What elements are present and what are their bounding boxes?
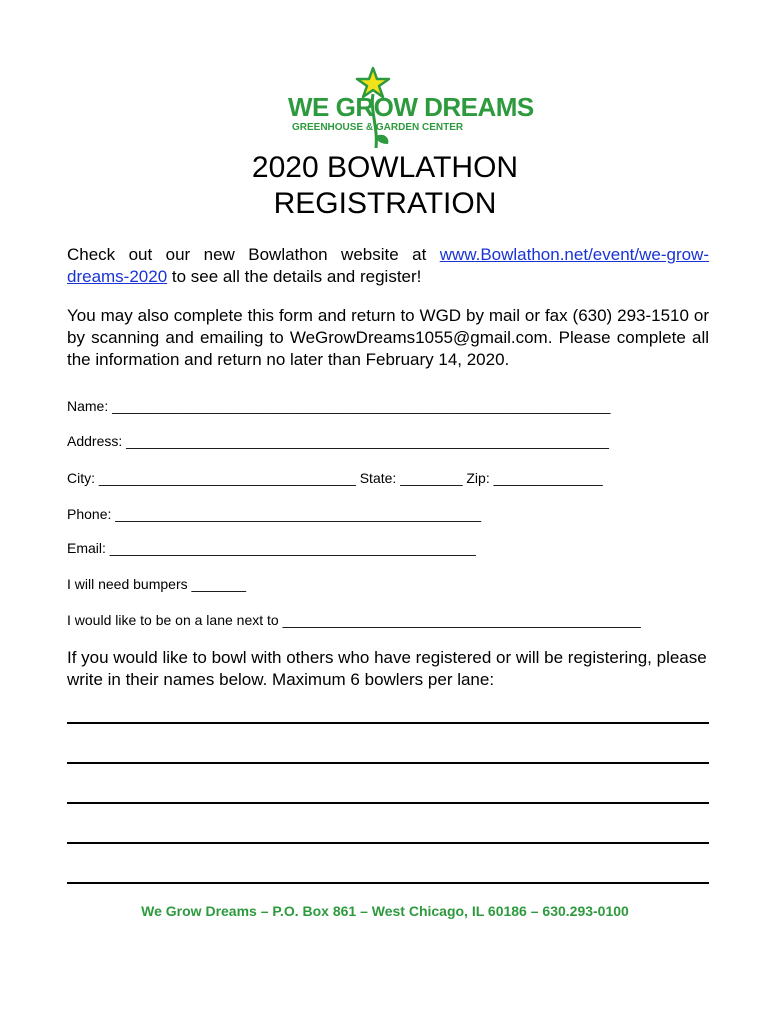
bowlers-instructions: If you would like to bowl with others who have registered or will be registering, please write in their names below. Maximum 6 bowlers per lane:	[67, 648, 707, 689]
bowler-name-line[interactable]	[67, 882, 709, 884]
bowler-name-line[interactable]	[67, 762, 709, 764]
lane-preference-field[interactable]: I would like to be on a lane next to ______________________________________________	[67, 612, 641, 628]
phone-field[interactable]: Phone: _______________________________________________	[67, 506, 482, 522]
address-field[interactable]: Address: ______________________________________________________________	[67, 433, 609, 449]
we-grow-dreams-logo	[280, 56, 534, 152]
intro-text-after: to see all the details and register!	[167, 267, 422, 286]
intro-paragraph	[67, 244, 709, 288]
title-line-1: 2020 BOWLATHON	[251, 151, 519, 184]
instructions-paragraph: You may also complete this form and return to WGD by mail or fax (630) 293-1510 or by scanning and emailing to WeGrowDreams1055@gmail.com. Please complete all the information and return no later than February 14, 2020.	[67, 306, 709, 369]
title-line-2: REGISTRATION	[273, 187, 497, 220]
bumpers-field[interactable]: I will need bumpers _______	[67, 576, 247, 592]
bowler-name-line[interactable]	[67, 722, 709, 724]
footer-contact: We Grow Dreams – P.O. Box 861 – West Chicago, IL 60186 – 630.293-0100	[141, 903, 629, 919]
bowlathon-link[interactable]: www.Bowlathon.net/event/we-grow-dreams-2020	[67, 245, 709, 286]
page-title	[0, 150, 770, 222]
bowler-name-line[interactable]	[67, 802, 709, 804]
bowler-name-line[interactable]	[67, 842, 709, 844]
logo-subtitle: GREENHOUSE & GARDEN CENTER	[292, 122, 464, 133]
name-field[interactable]: Name: ________________________________________________________________	[67, 398, 611, 414]
city-state-zip-field[interactable]: City: _________________________________ State: ________ Zip: ______________	[67, 470, 603, 486]
intro-text-before: Check out our new Bowlathon website at	[67, 245, 440, 264]
logo-name: WE GROW DREAMS	[288, 92, 534, 122]
email-field[interactable]: Email: _______________________________________________	[67, 540, 476, 556]
